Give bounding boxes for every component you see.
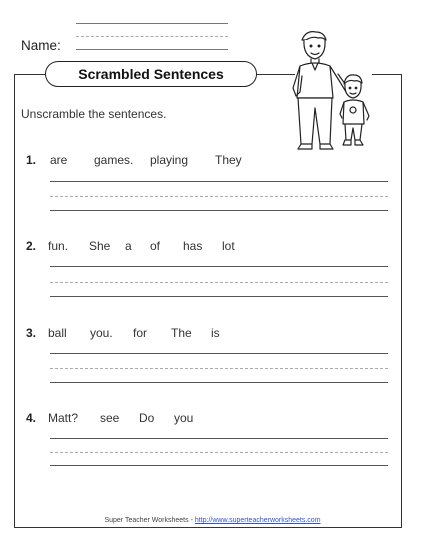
scrambled-word: has [183,239,203,253]
answer-line-top [50,181,388,182]
scrambled-word: you. [90,326,113,340]
answer-line-base[interactable] [50,465,388,466]
scrambled-word: for [133,326,148,340]
scrambled-word: playing [150,153,189,167]
name-write-line[interactable] [76,49,228,50]
question-number: 2. [26,239,37,253]
scrambled-word: They [215,153,242,167]
question-2 [26,239,386,309]
frame-top-left-edge [14,74,46,75]
answer-line-mid [50,368,388,369]
name-guide-dash [76,36,228,37]
answer-line-mid [50,196,388,197]
answer-line-base[interactable] [50,296,388,297]
question-number: 4. [26,411,37,425]
man-and-boy-illustration [288,26,383,151]
footer-text: Super Teacher Worksheets - [104,517,195,524]
scrambled-word: a [125,239,132,253]
answer-line-top [50,353,388,354]
scrambled-word: is [211,326,220,340]
scrambled-word: ball [48,326,67,340]
worksheet-title [45,61,257,87]
scrambled-word: games. [94,153,134,167]
scrambled-word: lot [222,239,235,253]
scrambled-word: are [50,153,68,167]
name-guide-top [76,23,228,24]
answer-line-base[interactable] [50,382,388,383]
name-label: Name: [21,38,61,53]
scrambled-word: Do [139,411,155,425]
instructions: Unscramble the sentences. [21,107,167,121]
footer [0,517,425,524]
scrambled-word: see [100,411,120,425]
scrambled-word: Matt? [48,411,79,425]
question-number: 1. [26,153,37,167]
answer-line-top [50,438,388,439]
scrambled-word: of [150,239,161,253]
answer-line-top [50,266,388,267]
answer-line-base[interactable] [50,210,388,211]
answer-line-mid [50,282,388,283]
answer-line-mid [50,452,388,453]
worksheet-title-text: Scrambled Sentences [78,66,224,82]
question-1 [26,153,386,223]
footer-link[interactable]: http://www.superteacherworksheets.com [194,517,321,524]
question-4 [26,411,386,481]
scrambled-word: you [174,411,194,425]
scrambled-word: The [171,326,192,340]
question-number: 3. [26,326,37,340]
scrambled-word: She [89,239,111,253]
scrambled-word: fun. [48,239,69,253]
question-3 [26,326,386,396]
